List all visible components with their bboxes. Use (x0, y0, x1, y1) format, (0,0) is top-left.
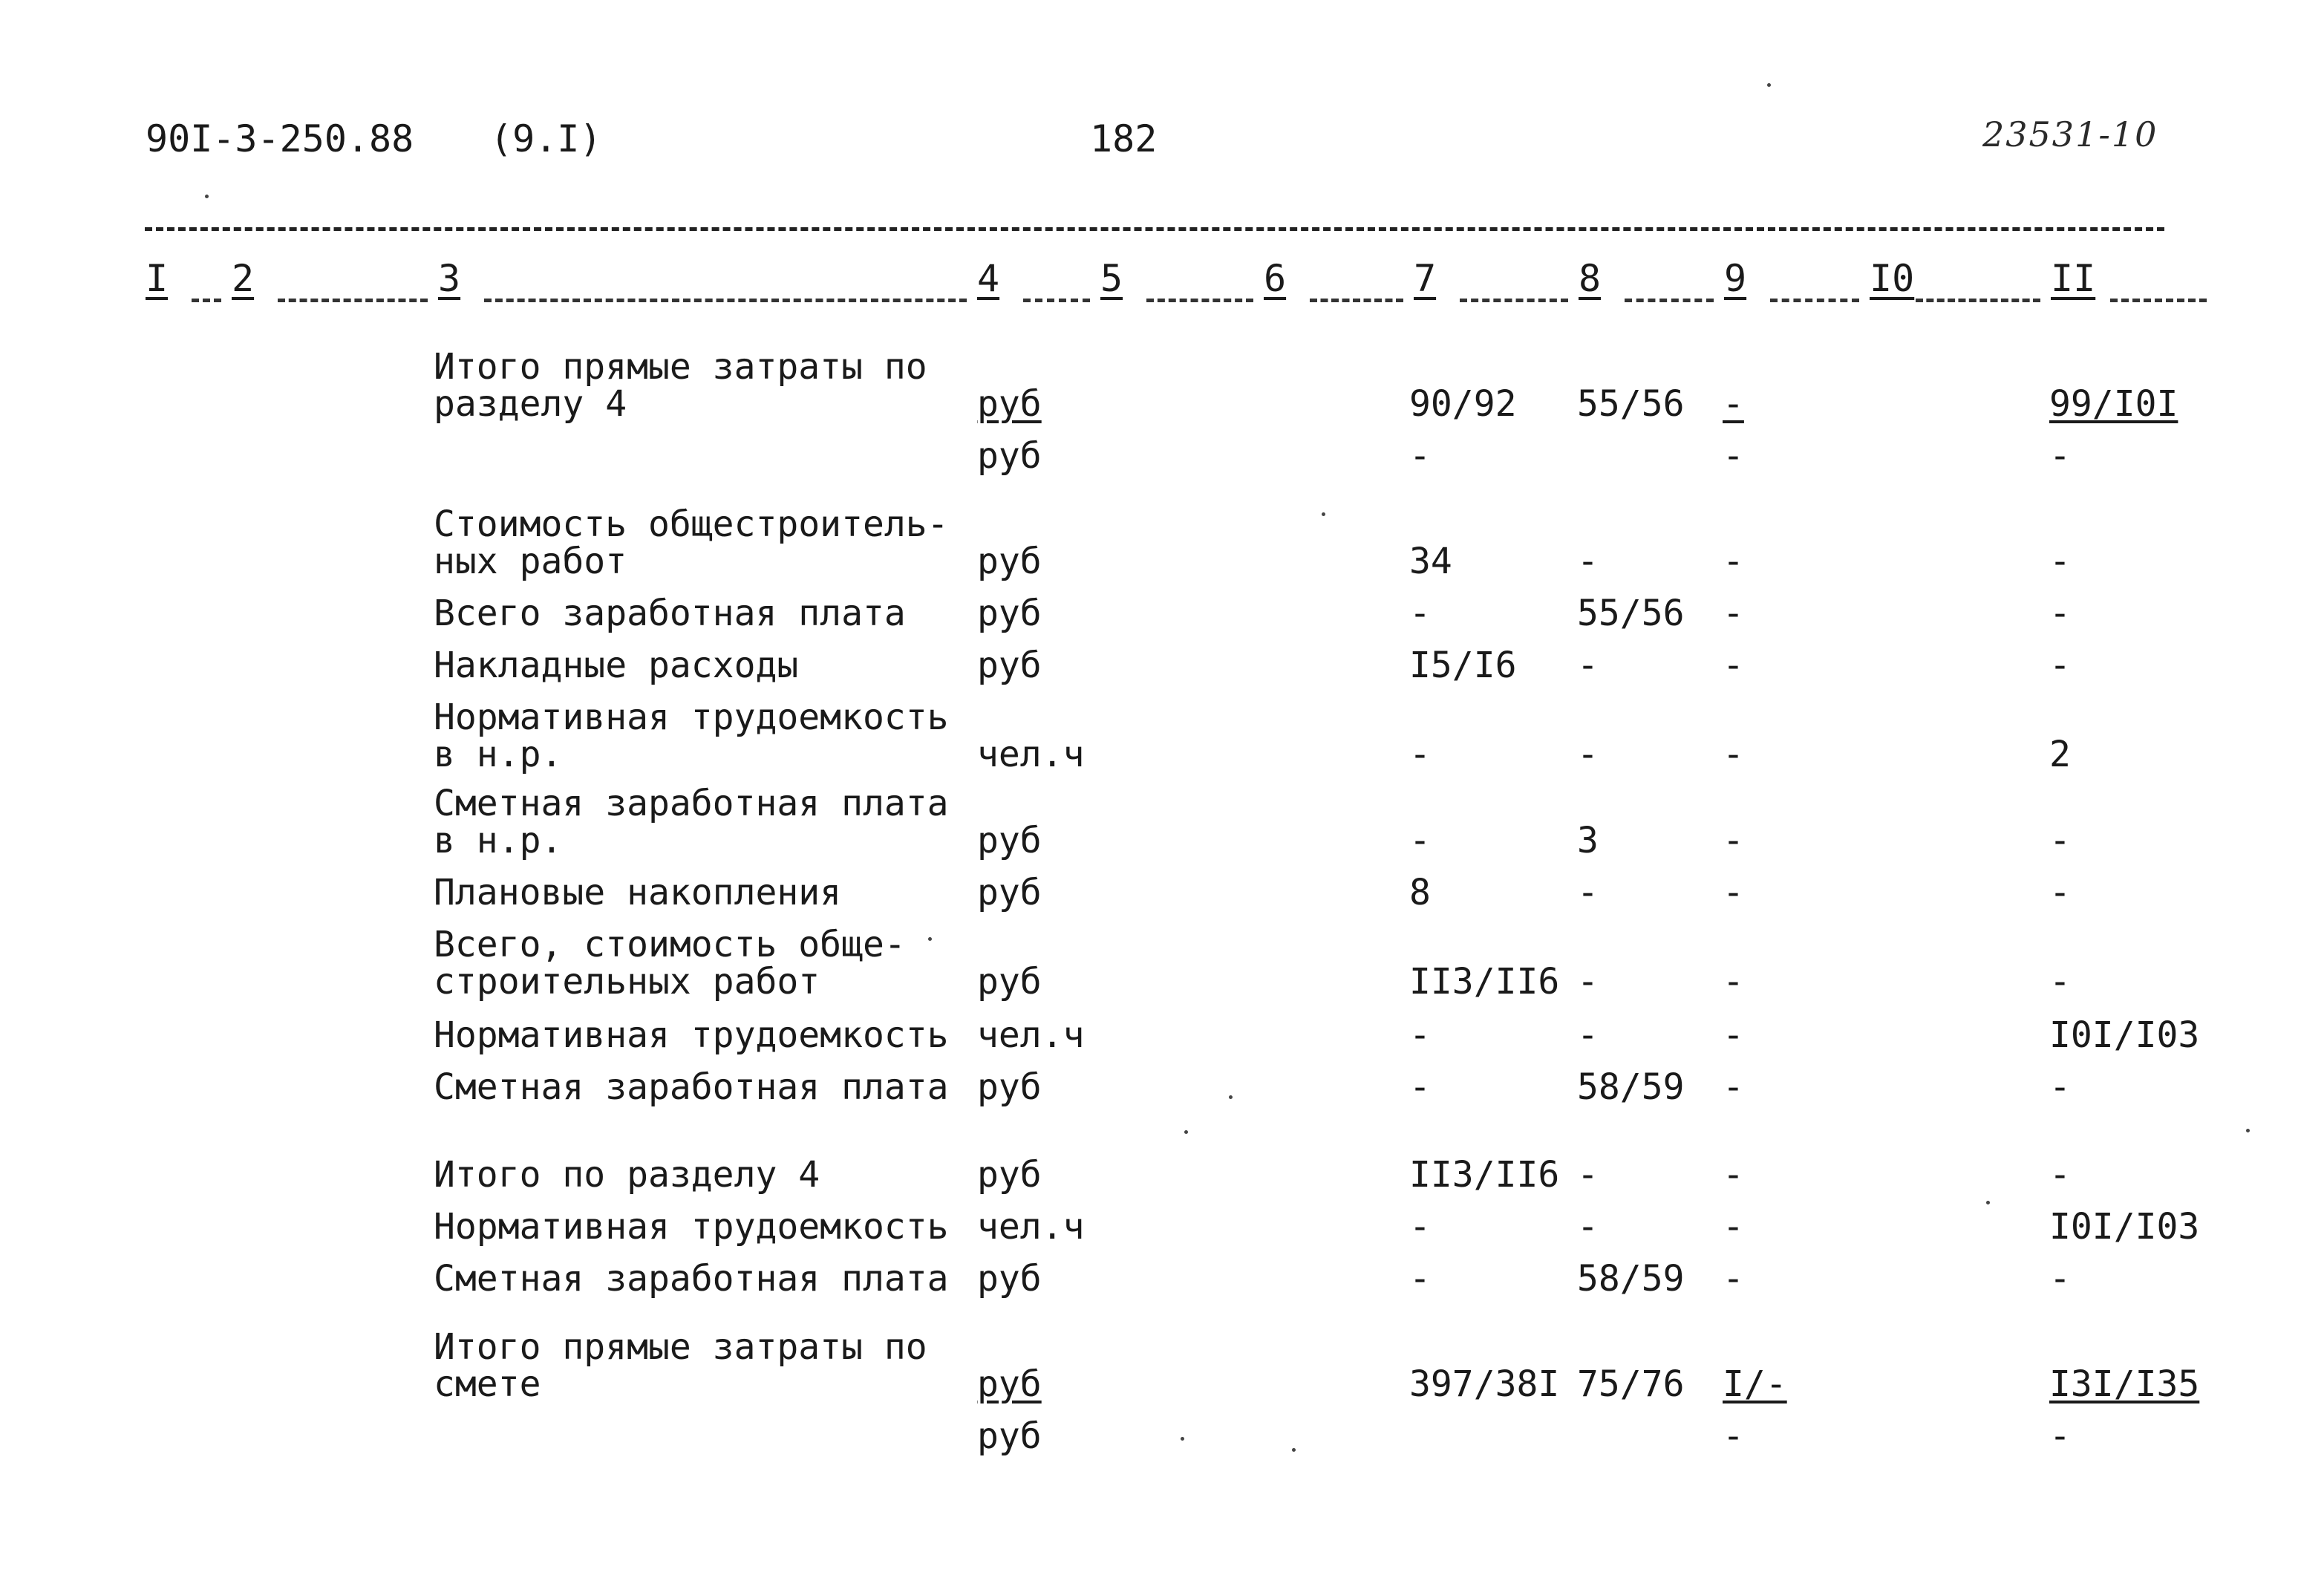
col9-cell: - (1723, 383, 1744, 425)
col11-cell: I0I/I03 (2049, 1206, 2200, 1248)
col9-cell: - (1723, 645, 1744, 686)
col11-cell: I0I/I03 (2049, 1014, 2200, 1056)
unit-cell: чел.ч (977, 734, 1085, 775)
column-number-I: I (146, 257, 169, 300)
scan-speck (1292, 1448, 1296, 1452)
row-label: в н.р. (434, 820, 563, 861)
col9-cell: - (1723, 1258, 1744, 1300)
unit-cell: руб (977, 435, 1042, 477)
unit-cell: руб (977, 645, 1042, 686)
row-label: Стоимость общестроитель- (434, 503, 949, 545)
row-label: Нормативная трудоемкость (434, 1206, 949, 1248)
row-label: Плановые накопления (434, 872, 842, 913)
column-number-4: 4 (977, 257, 1000, 300)
col7-cell: 90/92 (1409, 383, 1517, 425)
col8-cell: - (1577, 645, 1599, 686)
col8-cell: - (1577, 1014, 1599, 1056)
column-separator-dash (1625, 299, 1714, 302)
col7-cell: 397/38I (1409, 1363, 1560, 1405)
col11-cell: 99/I0I (2049, 383, 2178, 425)
row-label: Всего заработная плата (434, 593, 906, 634)
col8-cell: 75/76 (1577, 1363, 1685, 1405)
col7-cell: - (1409, 820, 1431, 861)
header-divider (145, 227, 2164, 231)
col7-cell: 8 (1409, 872, 1431, 913)
col8-cell: 55/56 (1577, 593, 1685, 634)
unit-cell: руб (977, 961, 1042, 1002)
row-label: Итого прямые затраты по (434, 346, 927, 388)
column-separator-dash (278, 299, 428, 302)
col9-cell: - (1723, 872, 1744, 913)
col9-cell: - (1723, 435, 1744, 477)
row-label: Итого по разделу 4 (434, 1154, 820, 1196)
col7-cell: - (1409, 593, 1431, 634)
row-label: разделу 4 (434, 383, 627, 425)
scan-speck (205, 195, 209, 198)
col9-cell: - (1723, 541, 1744, 582)
column-number-7: 7 (1414, 257, 1437, 300)
col8-cell: 55/56 (1577, 383, 1685, 425)
page-number: 182 (1090, 117, 1158, 160)
col11-cell: - (2049, 1066, 2071, 1108)
row-label: Нормативная трудоемкость (434, 697, 949, 738)
col11-cell: - (2049, 1258, 2071, 1300)
column-separator-dash (1146, 299, 1253, 302)
column-number-9: 9 (1724, 257, 1747, 300)
col8-cell: - (1577, 872, 1599, 913)
col11-cell: - (2049, 1154, 2071, 1196)
col9-cell: - (1723, 734, 1744, 775)
column-number-8: 8 (1579, 257, 1602, 300)
scan-speck (928, 937, 932, 941)
unit-cell: чел.ч (977, 1014, 1085, 1056)
col9-cell: - (1723, 820, 1744, 861)
col11-cell: - (2049, 541, 2071, 582)
col9-cell: - (1723, 1415, 1744, 1457)
column-separator-dash (1310, 299, 1403, 302)
column-number-II: II (2051, 257, 2096, 300)
row-label: строительных работ (434, 961, 820, 1002)
col9-cell: - (1723, 961, 1744, 1002)
col7-cell: - (1409, 1066, 1431, 1108)
col7-cell: 34 (1409, 541, 1452, 582)
archive-number: 23531-10 (1982, 114, 2158, 154)
row-label: смете (434, 1363, 541, 1405)
column-separator-dash (1770, 299, 1859, 302)
col9-cell: - (1723, 593, 1744, 634)
unit-cell: руб (977, 593, 1042, 634)
column-number-3: 3 (438, 257, 461, 300)
col11-cell: - (2049, 961, 2071, 1002)
col8-cell: 58/59 (1577, 1066, 1685, 1108)
col11-cell: - (2049, 435, 2071, 477)
row-label: Сметная заработная плата (434, 1066, 949, 1108)
col7-cell: II3/II6 (1409, 961, 1560, 1002)
col7-cell: I5/I6 (1409, 645, 1517, 686)
unit-cell: руб (977, 541, 1042, 582)
col8-cell: 3 (1577, 820, 1599, 861)
col11-cell: - (2049, 872, 2071, 913)
unit-cell: руб (977, 872, 1042, 913)
column-separator-dash (192, 299, 221, 302)
col7-cell: - (1409, 734, 1431, 775)
row-label: ных работ (434, 541, 627, 582)
col11-cell: - (2049, 645, 2071, 686)
row-label: Нормативная трудоемкость (434, 1014, 949, 1056)
column-separator-dash (2110, 299, 2207, 302)
col8-cell: - (1577, 961, 1599, 1002)
row-label: Сметная заработная плата (434, 783, 949, 824)
col11-cell: I3I/I35 (2049, 1363, 2200, 1405)
col8-cell: - (1577, 541, 1599, 582)
column-number-5: 5 (1100, 257, 1123, 300)
col7-cell: - (1409, 1014, 1431, 1056)
scan-speck (1181, 1437, 1184, 1441)
column-separator-dash (1023, 299, 1090, 302)
col7-cell: - (1409, 1206, 1431, 1248)
scan-speck (2246, 1129, 2250, 1132)
col7-cell: - (1409, 435, 1431, 477)
row-label: Всего, стоимость обще- (434, 924, 906, 965)
column-separator-dash (1916, 299, 2040, 302)
col8-cell: - (1577, 1206, 1599, 1248)
column-number-2: 2 (232, 257, 255, 300)
scan-speck (1322, 512, 1325, 516)
row-label: Сметная заработная плата (434, 1258, 949, 1300)
column-number-I0: I0 (1870, 257, 1915, 300)
col8-cell: - (1577, 1154, 1599, 1196)
col7-cell: - (1409, 1258, 1431, 1300)
unit-cell: руб (977, 1363, 1042, 1405)
col8-cell: - (1577, 734, 1599, 775)
col7-cell: II3/II6 (1409, 1154, 1560, 1196)
col9-cell: - (1723, 1154, 1744, 1196)
row-label: Накладные расходы (434, 645, 799, 686)
unit-cell: руб (977, 1258, 1042, 1300)
scan-speck (1767, 83, 1771, 87)
unit-cell: руб (977, 1066, 1042, 1108)
unit-cell: руб (977, 1415, 1042, 1457)
scan-speck (1229, 1095, 1233, 1099)
col11-cell: 2 (2049, 734, 2071, 775)
col9-cell: I/- (1723, 1363, 1787, 1405)
unit-cell: руб (977, 383, 1042, 425)
col9-cell: - (1723, 1014, 1744, 1056)
column-number-6: 6 (1264, 257, 1287, 300)
document-code: 90I-3-250.88 (146, 117, 414, 160)
scan-speck (1986, 1201, 1990, 1204)
col11-cell: - (2049, 593, 2071, 634)
col8-cell: 58/59 (1577, 1258, 1685, 1300)
row-label: в н.р. (434, 734, 563, 775)
col9-cell: - (1723, 1066, 1744, 1108)
row-label: Итого прямые затраты по (434, 1326, 927, 1368)
section-number: (9.I) (490, 117, 602, 160)
unit-cell: руб (977, 1154, 1042, 1196)
scan-speck (1184, 1130, 1188, 1134)
column-separator-dash (1460, 299, 1568, 302)
col11-cell: - (2049, 1415, 2071, 1457)
col11-cell: - (2049, 820, 2071, 861)
unit-cell: руб (977, 820, 1042, 861)
column-separator-dash (484, 299, 967, 302)
col9-cell: - (1723, 1206, 1744, 1248)
unit-cell: чел.ч (977, 1206, 1085, 1248)
